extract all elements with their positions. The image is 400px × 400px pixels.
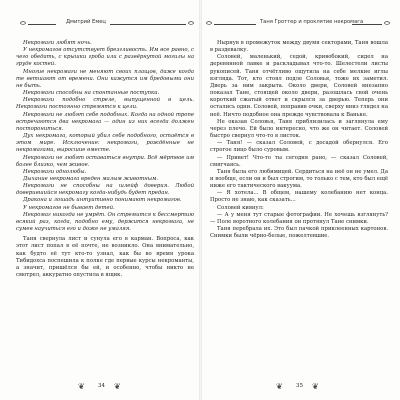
paragraph: Соловей, маленький, седой, кривобокий, сидел на деревянной лавке и раскладывал что-то. Шелестели листы рукописей. Таня отчётливо ощутила на себе мелкие иглы взгляда. Тот, кто стоял подле Соловья, тоже их заметил. Дверь за ним закрыта. Около двери, Соловей внезапно показал Тане, стоящей около двери, разошлась свой очень короткий сжатый ответ и скрылся за дверью. Теперь они остались одни. Соловей, поправив очки, сверху вниз глядел на неё. Ничто подобное она прежде чувствовала к Ваньке. — [210, 54, 388, 118]
page-number: 35 — [296, 383, 303, 389]
paragraph: Некромаги любят ночь. — [23, 40, 92, 46]
right-page-text — [210, 40, 388, 240]
paragraph: — Таня! — сказал Соловей, с досадой обернулся. Его строгое лицо было суровым. — [210, 140, 388, 154]
left-page-footer — [6, 382, 198, 392]
paragraph: Некромаги однолюбы. — [23, 168, 87, 175]
header-author: Дмитрий Емец — [66, 19, 106, 25]
paragraph: Таня свернула лист и сунула его в карман. Вопроса, как этот лист попал в её почте, не возникло. Она внимательно, как будто её тут кто-то узнал, как бы во время урока Тибидохса поспешила к полке где первые курсы некроманты, а значит, пришёлся бы ей, и особенно, чтобы никто не смотрел, аккуратно опустила в ящик. — [16, 236, 194, 278]
paragraph: Некромаг никогда не умрёт. Он стремится к бессмертию всякий раз, когда, подобно ему, держится некромага, не сумев научиться его и доже не умаляя. — [16, 211, 194, 233]
flourish-icon — [188, 20, 194, 26]
paragraph: — Привет! Что-то ты сегодня рано, — сказал Соловей, смягчаясь. — [210, 154, 388, 168]
paragraph: — Я хотела... В общем, нашему колебанию нет конца. Просто не знаю, как сказать... — [210, 190, 388, 204]
paragraph: Некромаги подобно стреле, выпущенной в цель. Некромаги постоянно стремятся к цели. — [16, 97, 194, 111]
page-number: 34 — [98, 383, 105, 389]
paragraph: Нырнув в промежуток между двумя секторами, Таня вошла в раздевалку. — [210, 40, 388, 54]
flourish-icon: ❦ — [312, 382, 319, 391]
header-rule-right — [352, 24, 382, 25]
left-page-text — [16, 40, 194, 279]
header-book-title: Таня Гроттер и проклятие некромага — [260, 19, 364, 25]
flourish-icon — [384, 20, 390, 26]
left-page-header — [6, 18, 198, 30]
paragraph: У некромагов не бывает детей. — [23, 204, 115, 211]
right-page-header — [204, 18, 396, 30]
header-rule-right — [110, 24, 186, 25]
paragraph: Дракона и лошадь интуитивно понимают некромагов. — [23, 197, 182, 204]
flourish-icon: ❦ — [114, 382, 121, 391]
flourish-icon: ❦ — [276, 382, 283, 391]
paragraph: Таня была его любимицей. Сердиться на неё он не умел. Да и вообще, если он и был строгим, то только с тем, кто был ещё ниже его тактического вакуума. — [210, 168, 388, 190]
left-page — [6, 0, 198, 400]
paragraph: Не оказав Соловья, Таня приблизилась и заглянула ему через плечо. Ей было интересно, что же он читает. Соловей быстро свернул что-то в листок. — [210, 118, 388, 140]
paragraph: Некромаги не любят оставаться внутри. Всё мёртвое им более близко, чем живое. — [16, 154, 194, 168]
right-page-footer — [204, 382, 396, 392]
paragraph: Некромаги способны на спонтанные поступки. — [23, 90, 160, 97]
flourish-icon — [206, 20, 212, 26]
paragraph: Некромаги не любят себе подобных. Когда на одной тропе встречаются два некромага — один из них всегда должен посторониться. — [16, 111, 194, 132]
book-gutter — [199, 0, 202, 400]
paragraph: Многие некромаги не меняют своих плащов, даже когда те ветшают от времени. Они кажутся им бредовыми они не быть. — [16, 68, 194, 89]
flourish-icon — [20, 20, 26, 26]
paragraph: У некромагов отсутствует брезгливость. Им все равно, с чего обедать, с крышки гроба или с развёрнутой могилы на груде костей. — [16, 47, 194, 68]
flourish-icon: ❦ — [78, 382, 85, 391]
paragraph: Дух некромага, который убил себе подобного, остаётся в этом мире. Исключение: некромаги, рождённые не некромагами, выросшие вместе. — [16, 133, 194, 154]
paragraph: Таня перебрала их. Это был пачкой приклеенных картонов. Снимки были чёрно-белые, пожелтевшие. — [210, 226, 388, 240]
paragraph: Некромаги не способны на шлейф доверия. Любой доверившийся некромагу когда-нибудь будет предан. — [16, 183, 194, 197]
paragraph: Соловей кивнул: — [217, 204, 264, 211]
right-page — [204, 0, 396, 400]
header-rule-left — [28, 24, 56, 25]
paragraph: Дыхание некромага вреден малым животным. — [23, 175, 159, 182]
header-rule-left — [214, 24, 256, 25]
paragraph: — А у меня тут старые фотографии. Не хочешь взглянуть? — Поле воротного колебания он протянул Тане снимки. — [210, 211, 388, 225]
